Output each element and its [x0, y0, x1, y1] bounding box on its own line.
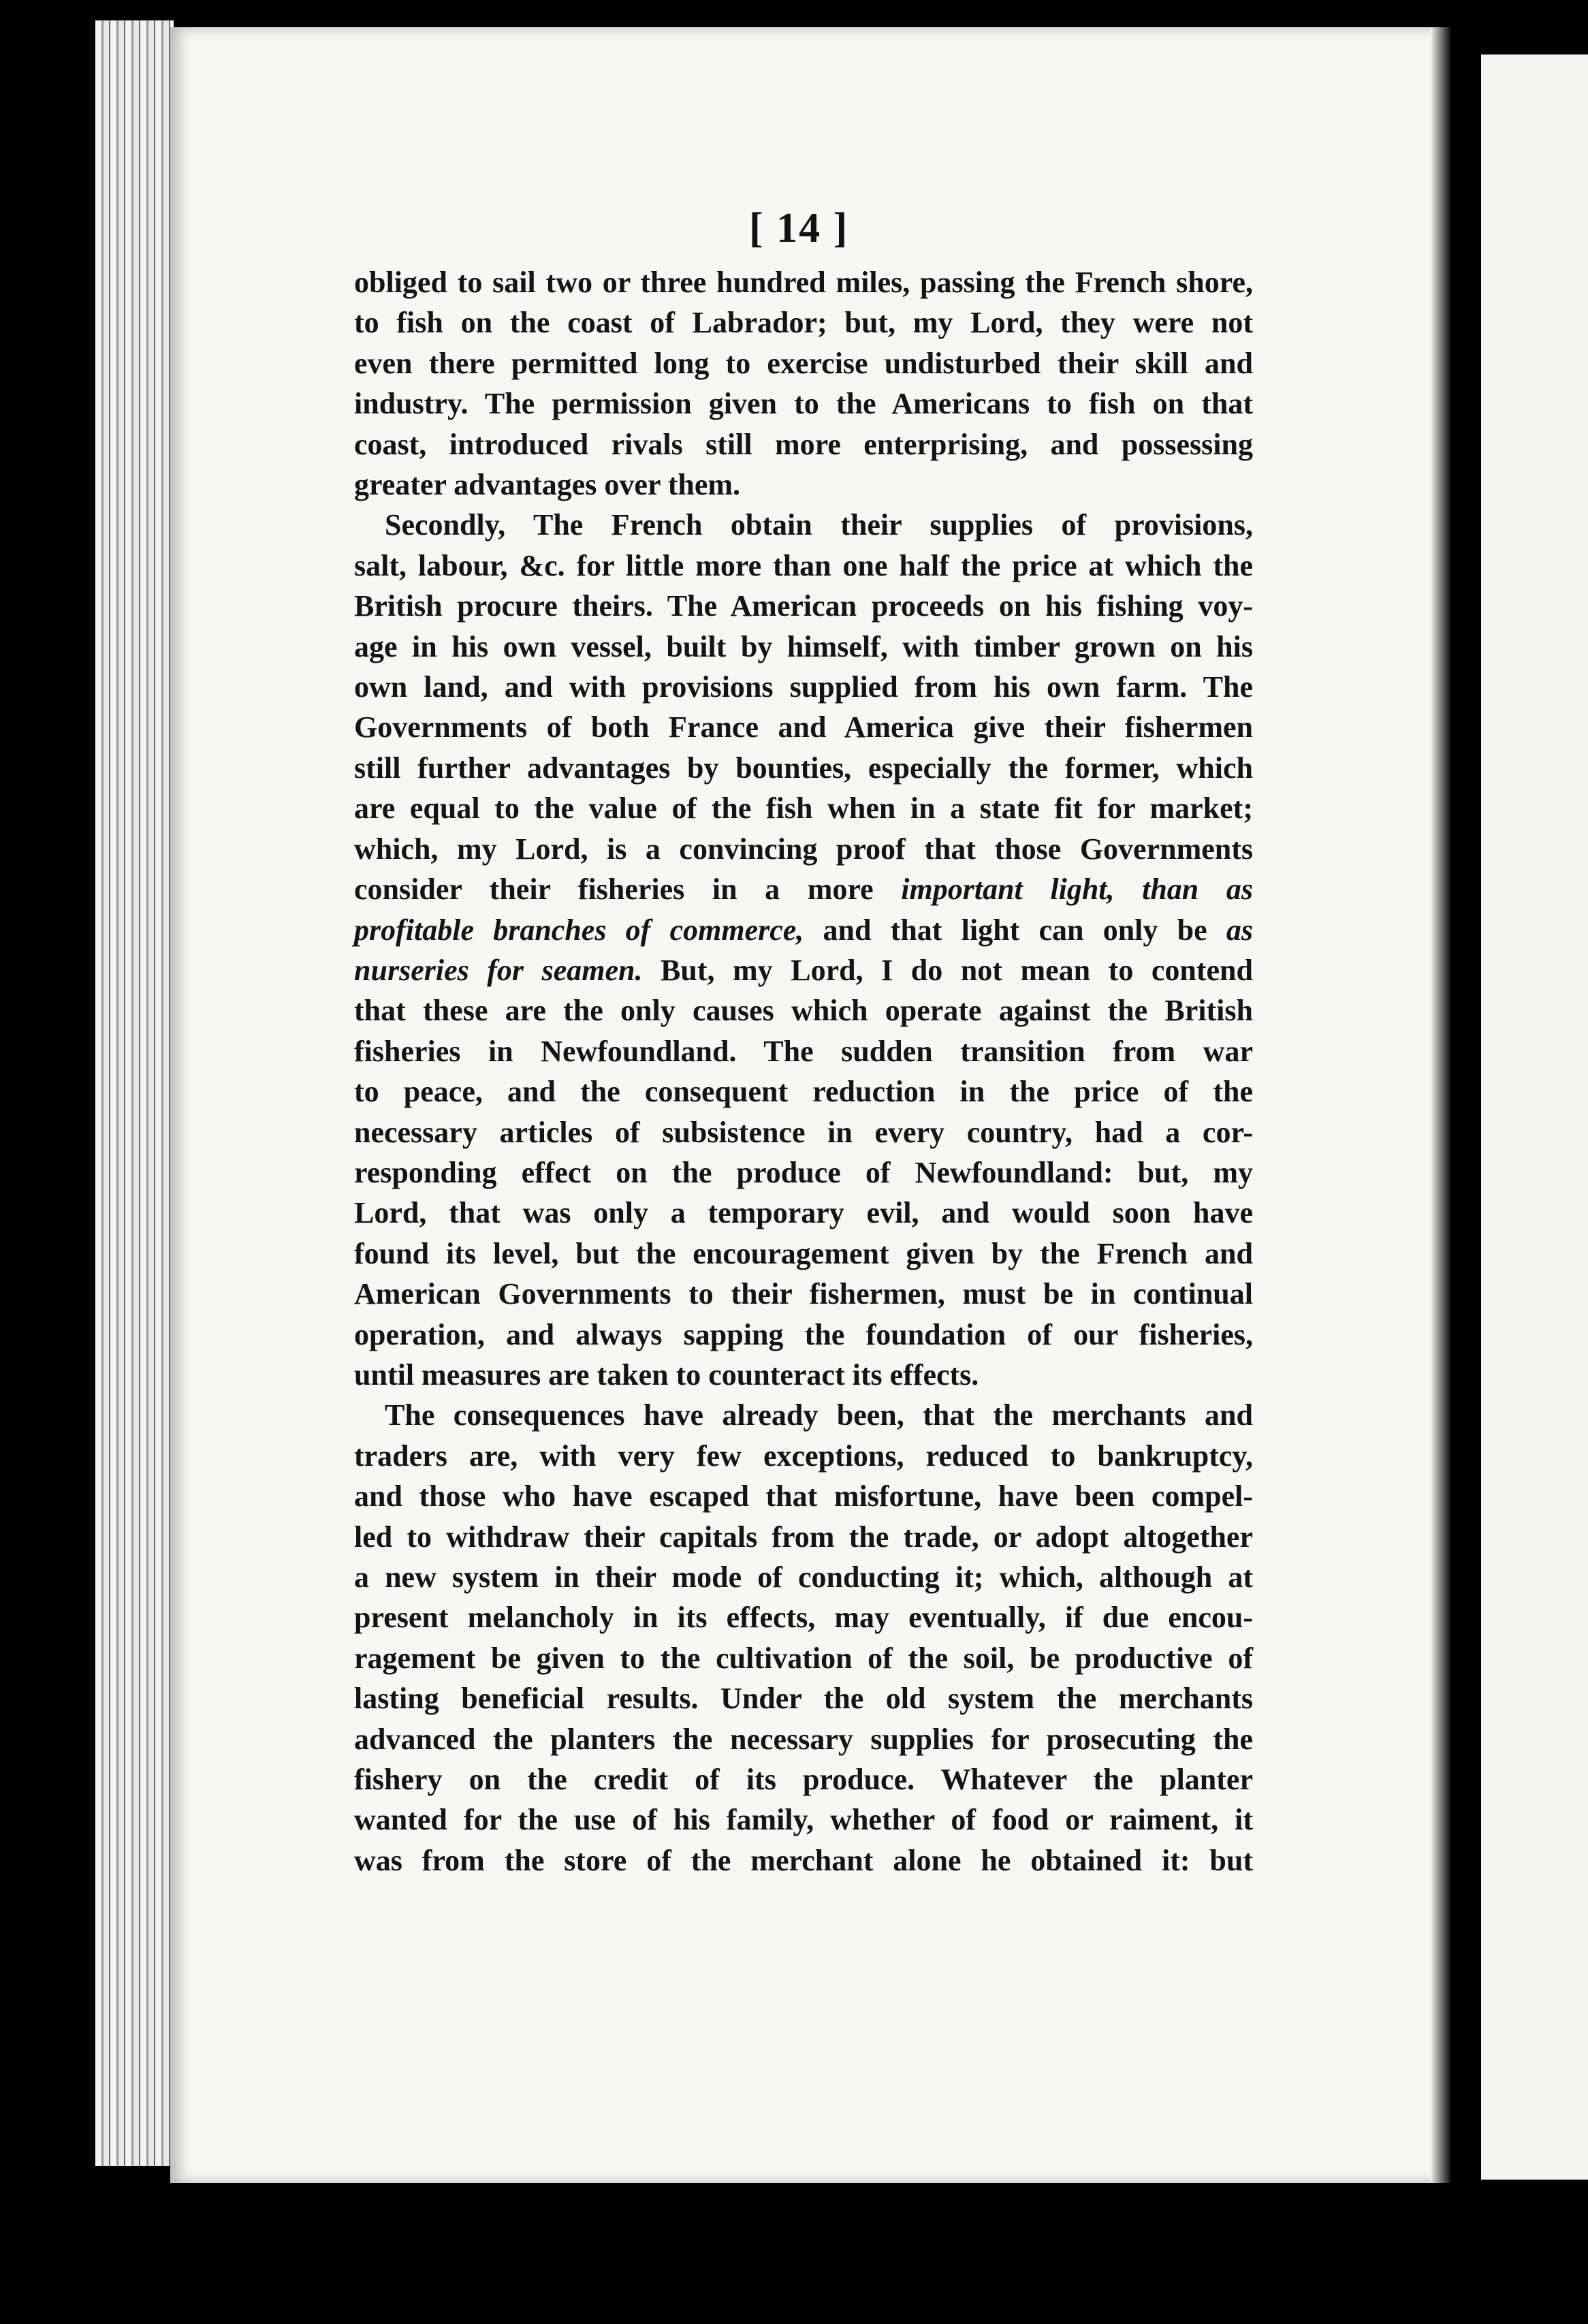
- text-line: still further advantages by bounties, especially the former, which: [354, 751, 1253, 785]
- text-line: American Governments to their fishermen, must be in continual: [354, 1277, 1253, 1311]
- text-line: advanced the planters the necessary supplies for prosecuting the: [354, 1722, 1253, 1756]
- text-line: profitable branches of commerce, and that light can only be as: [354, 913, 1253, 947]
- text-line: fisheries in Newfoundland. The sudden transition from war: [354, 1034, 1253, 1068]
- text-line: age in his own vessel, built by himself, with timber grown on his: [354, 629, 1253, 663]
- page-gutter: [1430, 27, 1450, 2183]
- text-line: Secondly, The French obtain their supplies of provisions,: [385, 508, 1253, 542]
- text-line: to fish on the coast of Labrador; but, my Lord, they were not: [354, 306, 1253, 340]
- text-line: lasting beneficial results. Under the old system the merchants: [354, 1682, 1253, 1716]
- text-line: greater advantages over them.: [354, 468, 740, 502]
- text-line: that these are the only causes which operate against the British: [354, 994, 1253, 1028]
- text-line: nurseries for seamen. But, my Lord, I do not mean to contend: [354, 953, 1253, 987]
- text-line: are equal to the value of the fish when in a state fit for market;: [354, 791, 1253, 826]
- text-line: responding effect on the produce of Newfoundland: but, my: [354, 1155, 1253, 1189]
- text-line: ragement be given to the cultivation of the soil, be productive of: [354, 1641, 1253, 1675]
- text-line: and those who have escaped that misfortune, have been compel-: [354, 1479, 1253, 1513]
- text-line: even there permitted long to exercise undisturbed their skill and: [354, 346, 1253, 380]
- text-line: until measures are taken to counteract its effects.: [354, 1357, 979, 1392]
- text-line: operation, and always sapping the foundation of our fisheries,: [354, 1317, 1253, 1351]
- text-line: found its level, but the encouragement given by the French and: [354, 1236, 1253, 1270]
- text-line: led to withdraw their capitals from the trade, or adopt altogether: [354, 1520, 1253, 1554]
- text-line: obliged to sail two or three hundred miles, passing the French shore,: [354, 266, 1253, 299]
- text-line: consider their fisheries in a more important light, than as: [354, 873, 1253, 907]
- page-number: [ 14 ]: [749, 205, 849, 251]
- text-line: The consequences have already been, that the merchants and: [385, 1398, 1253, 1432]
- text-line: Governments of both France and America give their fishermen: [354, 710, 1253, 744]
- text-line: fishery on the credit of its produce. Whatever the planter: [354, 1763, 1253, 1797]
- text-line: Lord, that was only a temporary evil, and would soon have: [354, 1196, 1253, 1230]
- text-line: a new system in their mode of conducting it; which, although at: [354, 1560, 1253, 1594]
- italic-phrase: important light, than as: [901, 873, 1253, 907]
- text-line: present melancholy in its effects, may eventually, if due encou-: [354, 1601, 1253, 1635]
- text-line: traders are, with very few exceptions, reduced to bankruptcy,: [354, 1439, 1253, 1473]
- text-line: was from the store of the merchant alone he obtained it: but: [354, 1843, 1253, 1877]
- text-line: wanted for the use of his family, whether of food or raiment, it: [354, 1803, 1253, 1837]
- text-line: industry. The permission given to the Americans to fish on that: [354, 387, 1253, 421]
- text-line: British procure theirs. The American proceeds on his fishing voy-: [354, 589, 1253, 623]
- text-line: own land, and with provisions supplied from his own farm. The: [354, 670, 1253, 704]
- text-line: which, my Lord, is a convincing proof that those Governments: [354, 832, 1253, 866]
- text-line: salt, labour, &c. for little more than one half the price at which the: [354, 548, 1253, 582]
- facing-page-edge: [1481, 54, 1588, 2180]
- body-text: [354, 262, 1253, 1881]
- text-line: to peace, and the consequent reduction in the price of the: [354, 1075, 1253, 1109]
- text-line: coast, introduced rivals still more enterprising, and possessing: [354, 427, 1253, 461]
- page-edges: [95, 20, 174, 2166]
- text-line: necessary articles of subsistence in every country, had a cor-: [354, 1115, 1253, 1149]
